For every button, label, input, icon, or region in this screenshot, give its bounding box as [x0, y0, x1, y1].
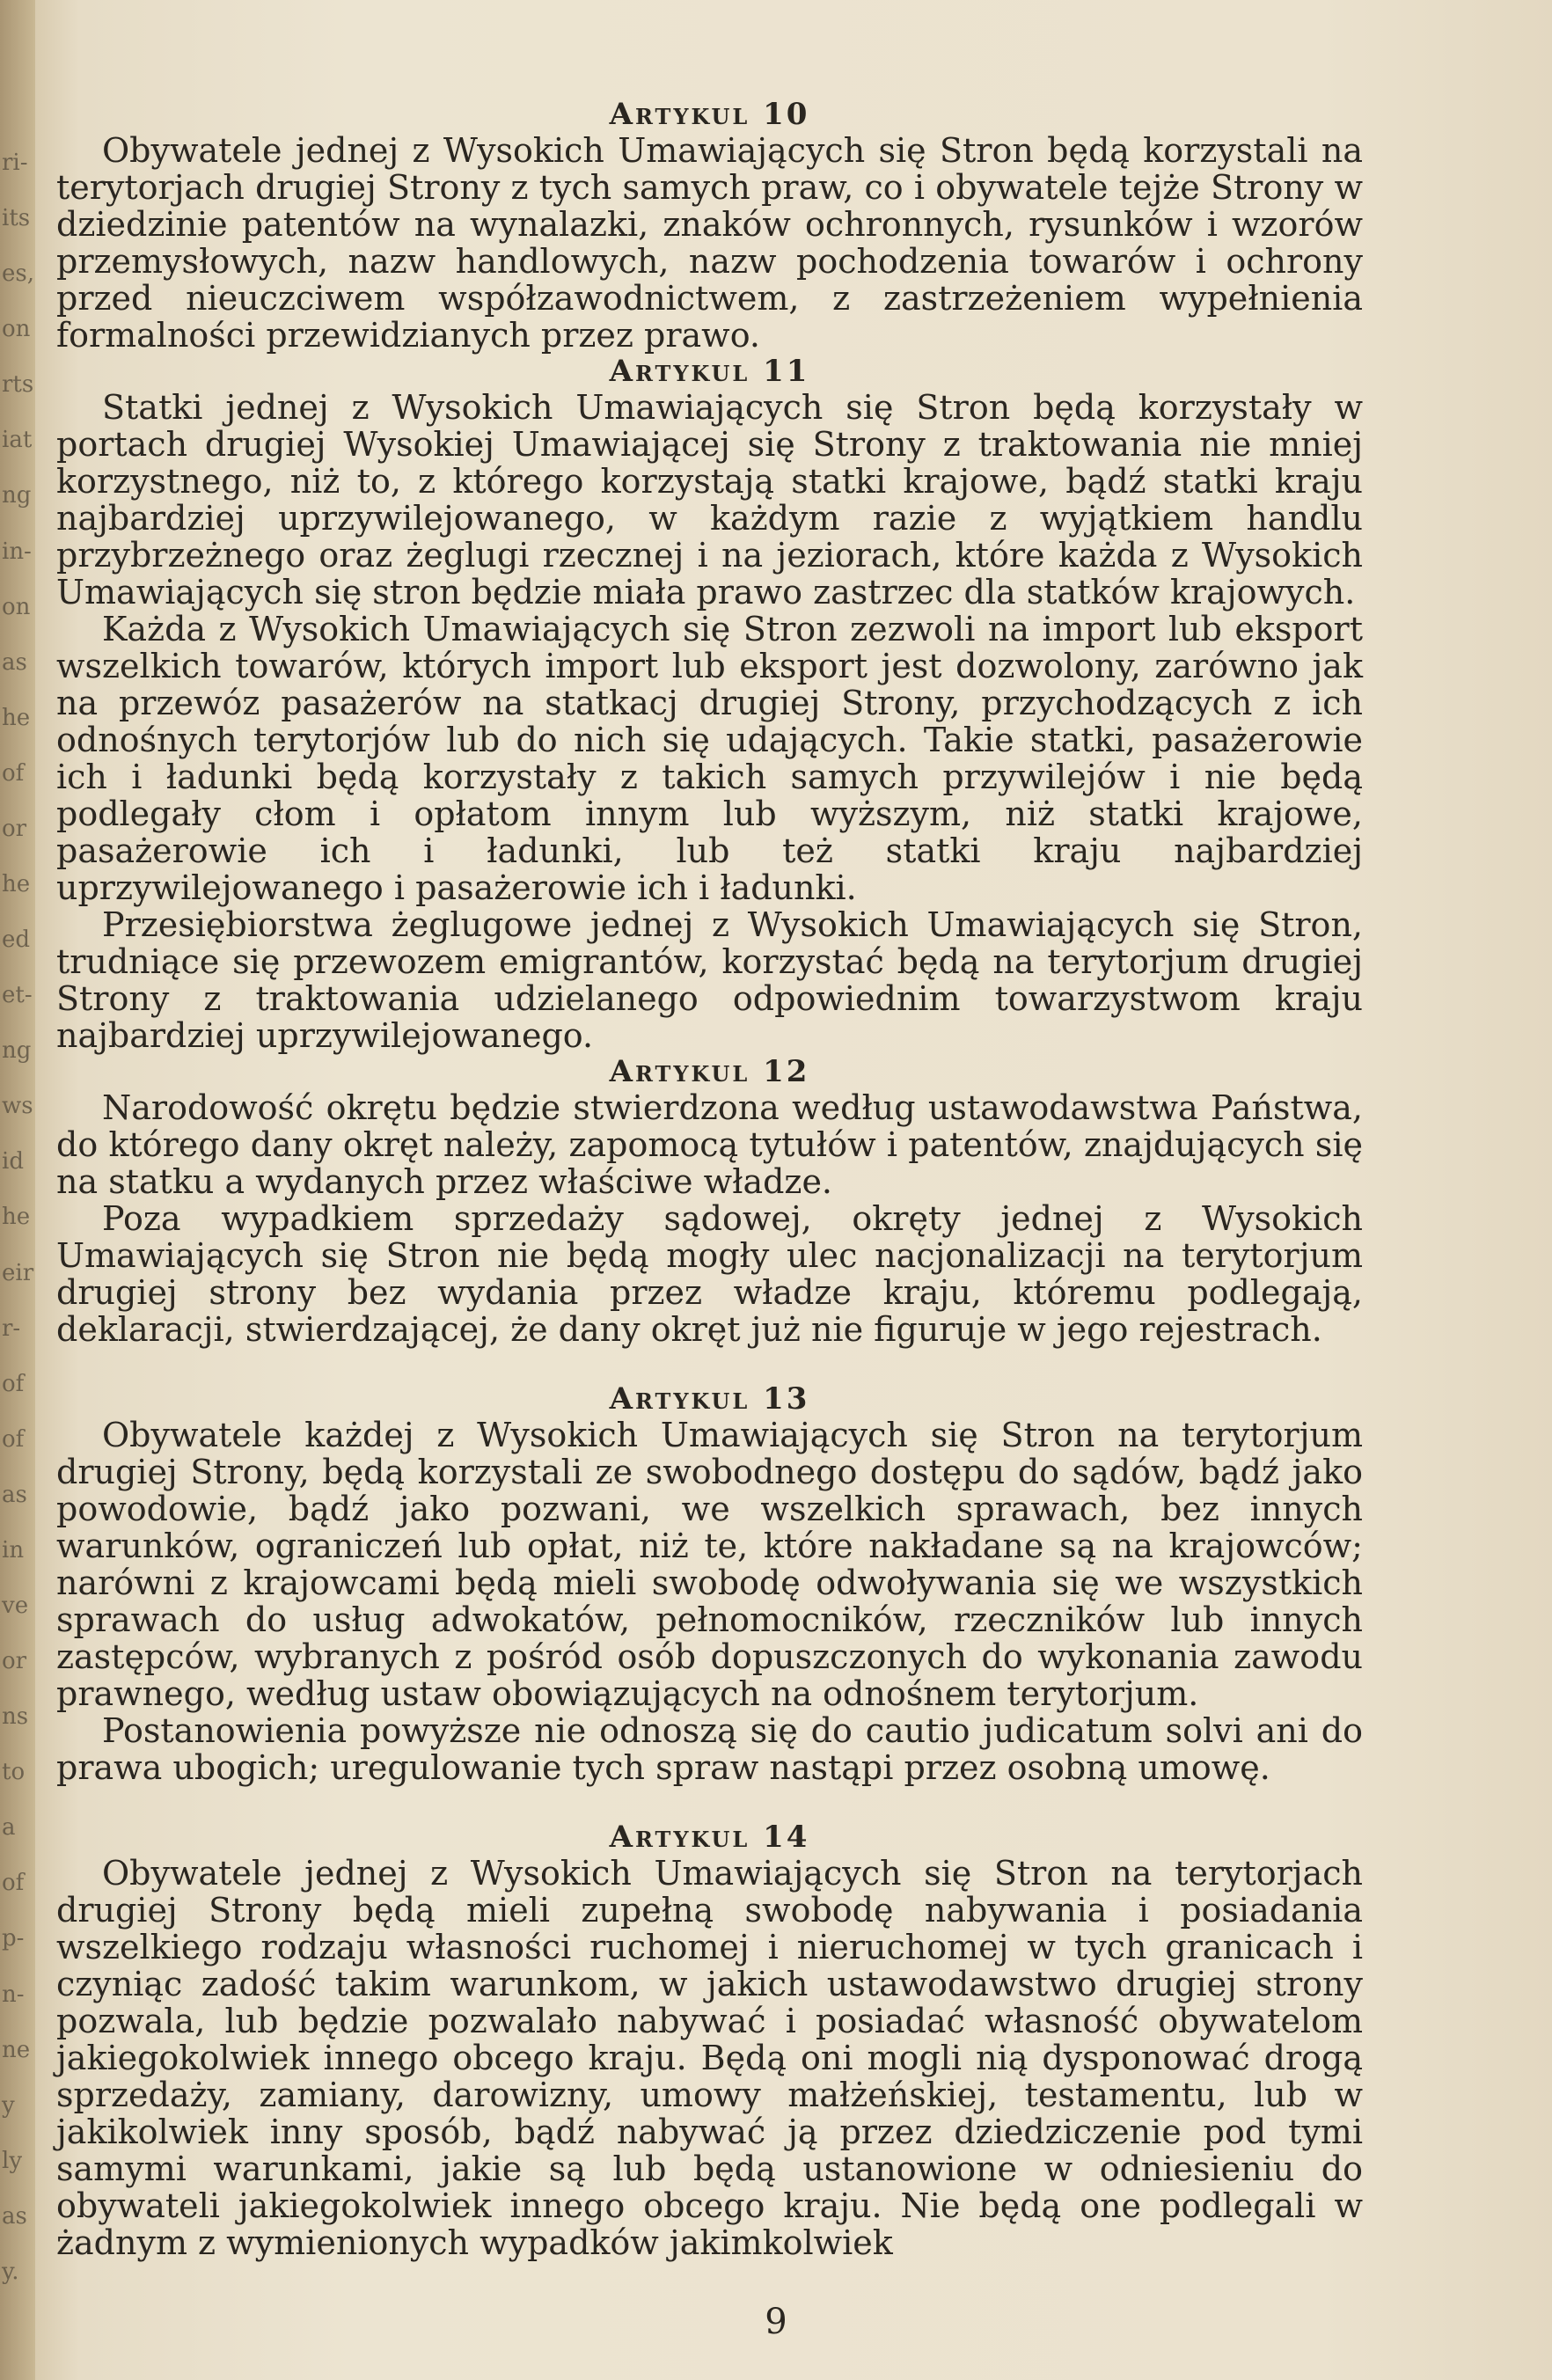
article-14-paragraph-1: Obywatele jednej z Wysokich Umawiających się Stron na terytorjach drugiej Strony będą mieli zupełną swobodę nabywania i posiadania wszelkiego rodzaju własności ruchomej i nieruchomej w tych granicach i czyniąc zadość takim warunkom, w jakich ustawodawstwo drugiej strony pozwala, lub będzie pozwalało nabywać i posiadać własność obywatelom jakiegokolwiek innego obcego kraju. Będą oni mogli nią dysponować drogą sprzedaży, zamiany, darowizny, umowy małżeńskiej, testamentu, lub w jakikolwiek inny sposób, bądź nabywać ją przez dziedziczenie pod tymi samymi warunkami, jakie są lub będą ustanowione w odniesieniu do obywateli jakiegokolwiek innego obcego kraju. Nie będą one podlegali w żadnym z wymienionych wypadków jakimkolwiek: [56, 1854, 1363, 2262]
bleed-fragment: as: [2, 648, 27, 676]
bleed-fragment: of: [2, 759, 25, 787]
bleed-fragment: et-: [2, 982, 33, 1009]
bleed-fragment: a: [2, 1814, 16, 1842]
bleed-fragment: ng: [2, 1037, 32, 1065]
bleed-fragment: of: [2, 1425, 25, 1453]
bleed-fragment: y: [2, 2091, 15, 2119]
bleed-fragment: to: [2, 1759, 26, 1786]
bleed-fragment: as: [2, 1481, 27, 1508]
article-13-paragraph-2: Postanowienia powyższe nie odnoszą się do cautio judicatum solvi ani do prawa ubogich; uregulowanie tych spraw nastąpi przez osobną umowę.: [56, 1711, 1363, 1787]
bleed-fragment: id: [2, 1148, 24, 1175]
article-13-heading: Artykul 13: [609, 1381, 810, 1417]
page-number: 9: [765, 2302, 787, 2342]
article-13-paragraph-1: Obywatele każdej z Wysokich Umawiających się Stron na terytorjum drugiej Strony, będą korzystali ze swobodnego dostępu do sądów, bądź jako powodowie, bądź jako pozwani, we wszelkich sprawach, bez innych warunków, ograniczeń lub opłat, niż te, które nakładane są na krajowców; narówni z krajowcami będą mieli swobodę odwoływania się we wszystkich sprawach do usług adwokatów, pełnomocników, rzeczników lub innych zastępców, wybranych z pośród osób dopuszczonych do wykonania zawodu prawnego, według ustaw obowiązujących na odnośnem terytorjum.: [56, 1416, 1363, 1713]
article-14-heading: Artykul 14: [609, 1820, 810, 1855]
bleed-fragment: he: [2, 871, 31, 897]
article-10-heading: Artykul 10: [609, 97, 810, 132]
bleed-fragment: ly: [2, 2147, 23, 2174]
bleed-fragment: on: [2, 593, 31, 620]
bleed-fragment: es,: [2, 260, 34, 288]
bleed-fragment: y.: [2, 2258, 19, 2285]
bleed-fragment: or: [2, 815, 27, 842]
bleed-fragment: ed: [2, 926, 31, 954]
bleed-fragment: ng: [2, 482, 32, 509]
page-text: [56, 97, 1363, 2261]
bleed-fragment: on: [2, 316, 31, 343]
article-12-heading: Artykul 12: [609, 1054, 810, 1089]
bleed-fragment: rts: [2, 371, 34, 399]
bleed-fragment: in: [2, 1536, 25, 1563]
bleed-fragment: iat: [2, 427, 33, 454]
bleed-fragment: r-: [2, 1314, 21, 1342]
article-10-paragraph-1: Obywatele jednej z Wysokich Umawiających się Stron będą korzystali na terytorjach drugiej Strony z tych samych praw, co i obywatele tejże Strony w dziedzinie patentów na wynalazki, znaków ochronnych, rysunków i wzorów przemysłowych, nazw handlowych, nazw pochodzenia towarów i ochrony przed nieuczciwem współzawodnictwem, z zastrzeżeniem wypełnienia formalności przewidzianych przez prawo.: [56, 131, 1363, 355]
bleed-fragment: as: [2, 2202, 27, 2230]
bleed-fragment: ns: [2, 1703, 29, 1731]
article-12-paragraph-2: Poza wypadkiem sprzedaży sądowej, okręty jednej z Wysokich Umawiających się Stron nie będą mogły ulec nacjonalizacji na terytorjum drugiej strony bez wydania przez władze kraju, któremu podlegają, deklaracji, stwierdzającej, że dany okręt już nie figuruje w jego rejestrach.: [56, 1199, 1363, 1349]
article-11-paragraph-1: Statki jednej z Wysokich Umawiających się Stron będą korzystały w portach drugiej Wysokiej Umawiającej się Strony z traktowania nie mniej korzystnego, niż to, z którego korzystają statki krajowe, bądź statki kraju najbardziej uprzywilejowanego, w każdym razie z wyjątkiem handlu przybrzeżnego oraz żeglugi rzecznej i na jeziorach, które każda z Wysokich Umawiających się stron będzie miała prawo zastrzec dla statków krajowych.: [56, 388, 1363, 611]
bleed-fragment: ve: [2, 1593, 29, 1619]
article-11-heading: Artykul 11: [609, 354, 810, 389]
bleed-fragment: ws: [2, 1093, 33, 1120]
bleed-fragment: in-: [2, 538, 32, 565]
bleed-fragment: he: [2, 704, 31, 731]
bleed-fragment: its: [2, 205, 31, 232]
facing-page-edge: [0, 0, 35, 2380]
bleed-fragment: n-: [2, 1981, 25, 2008]
bleed-fragment: of: [2, 1870, 25, 1897]
bleed-fragment: he: [2, 1204, 31, 1231]
bleed-fragment: ri-: [2, 150, 28, 176]
bleed-fragment: p-: [2, 1925, 25, 1952]
bleed-fragment: of: [2, 1370, 25, 1397]
bleed-fragment: eir: [2, 1259, 34, 1286]
article-12-paragraph-1: Narodowość okrętu będzie stwierdzona według ustawodawstwa Państwa, do którego dany okręt należy, zapomocą tytułów i patentów, znajdujących się na statku a wydanych przez właściwe władze.: [56, 1088, 1363, 1201]
article-11-paragraph-2: Każda z Wysokich Umawiających się Stron zezwoli na import lub eksport wszelkich towarów, których import lub eksport jest dozwolony, zarówno jak na przewóz pasażerów na statkacj drugiej Strony, przychodzących z ich odnośnych terytorjów lub do nich się udających. Takie statki, pasażerowie ich i ładunki będą korzystały z takich samych przywilejów i nie będą podlegały cłom i opłatom innym lub wyższym, niż statki krajowe, pasażerowie ich i ładunki, lub też statki kraju najbardziej uprzywilejowanego i pasażerowie ich i ładunki.: [56, 610, 1363, 907]
bleed-fragment: or: [2, 1648, 27, 1675]
bleed-fragment: ne: [2, 2036, 31, 2063]
article-11-paragraph-3: Przesiębiorstwa żeglugowe jednej z Wysokich Umawiających się Stron, trudniące się przewozem emigrantów, korzystać będą na terytorjum drugiej Strony z traktowania udzielanego odpowiednim towarzystwom kraju najbardziej uprzywilejowanego.: [56, 905, 1363, 1055]
